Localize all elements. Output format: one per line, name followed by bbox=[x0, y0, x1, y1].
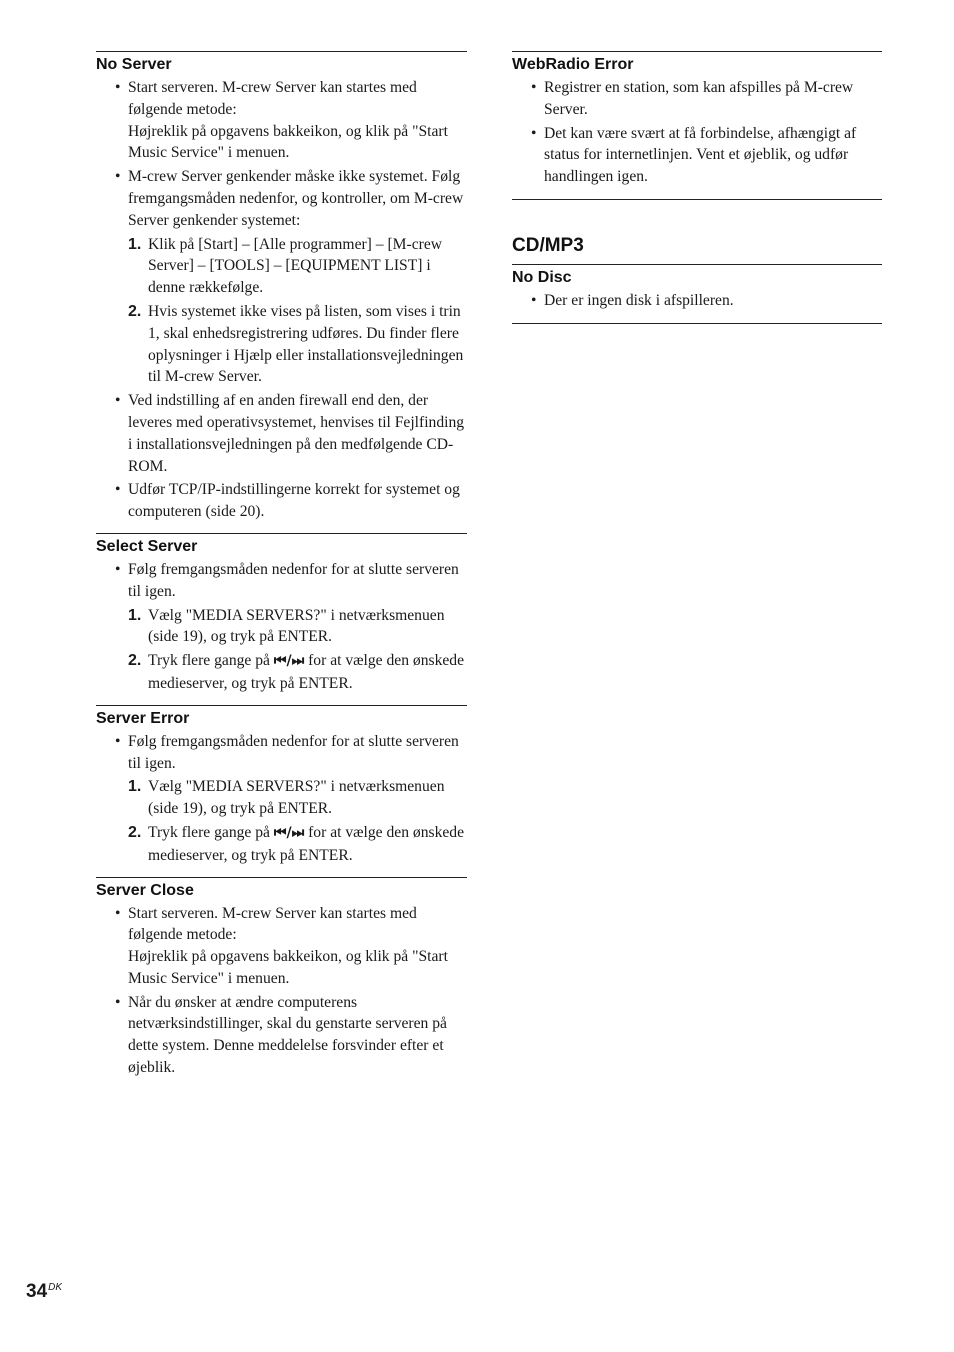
skip-next-icon: ⏭ bbox=[291, 824, 305, 841]
category-heading: CD/MP3 bbox=[512, 234, 584, 256]
section-title: No Server bbox=[96, 56, 172, 73]
bullet-item bbox=[96, 992, 467, 1079]
step-text-start: Tryk flere gange på bbox=[148, 823, 274, 841]
section-title: WebRadio Error bbox=[512, 56, 634, 73]
bullet-text: Start serveren. M-crew Server kan startes med følgende metode: bbox=[128, 79, 417, 118]
step-item bbox=[96, 776, 467, 820]
page-number-value: 34 bbox=[26, 1281, 48, 1302]
step-number: 2. bbox=[128, 302, 142, 320]
step-item bbox=[96, 650, 467, 695]
bullet-text-continued: Højreklik på opgavens bakkeikon, og klik på "Start Music Service" i menuen. bbox=[128, 948, 448, 987]
bullet-text: Start serveren. M-crew Server kan startes med følgende metode: bbox=[128, 904, 417, 944]
bullet-item bbox=[96, 479, 467, 523]
page-number bbox=[26, 1281, 62, 1303]
step-item bbox=[96, 605, 467, 649]
section-title: No Disc bbox=[512, 268, 572, 286]
bullet-mark: • bbox=[115, 560, 121, 578]
step-number: 1. bbox=[128, 235, 142, 253]
section-server-close bbox=[96, 877, 467, 1079]
left-column bbox=[96, 51, 467, 1081]
bullet-mark: • bbox=[531, 124, 537, 142]
bullet-mark: • bbox=[115, 993, 121, 1011]
bullet-mark: • bbox=[531, 291, 537, 309]
bullet-item bbox=[96, 903, 467, 990]
section-title: Server Error bbox=[96, 709, 190, 727]
bullet-mark: • bbox=[531, 79, 537, 96]
step-number: 2. bbox=[128, 652, 142, 670]
step-text bbox=[148, 822, 467, 867]
bullet-mark: • bbox=[115, 392, 121, 410]
step-text: Hvis systemet ikke vises på listen, som vises i trin 1, skal enhedsregistrering udføres. Du finder flere oplysninger i Hjælp eller installationsvejledningen til M-crew Server. bbox=[148, 302, 464, 386]
step-text-end: for at vælge den ønskede medieserver, og tryk på ENTER. bbox=[148, 652, 465, 692]
bullet-text: Registrer en station, som kan afspilles på M-crew Server. bbox=[544, 79, 854, 118]
bullet-text: Der er ingen disk i afspilleren. bbox=[544, 291, 734, 309]
slash-separator: / bbox=[286, 824, 292, 841]
skip-previous-icon: ⏮ bbox=[273, 653, 287, 670]
bullet-item bbox=[96, 77, 467, 164]
bullet-text: Ved indstilling af en anden firewall end den, der leveres med operativsystemet, henvises til Fejlfinding i installationsvejledningen på den medfølgende CD-ROM. bbox=[128, 392, 465, 475]
section-title: Select Server bbox=[96, 537, 198, 555]
bullet-mark: • bbox=[115, 904, 121, 922]
step-item bbox=[96, 822, 467, 867]
section-no-disc bbox=[512, 264, 882, 324]
section-webradio-error bbox=[512, 51, 882, 200]
step-number: 1. bbox=[128, 778, 142, 796]
bullet-text: Det kan være svært at få forbindelse, afhængigt af status for internetlinjen. Vent et øjeblik, og udfør handlingen igen. bbox=[544, 124, 857, 186]
step-text: Vælg "MEDIA SERVERS?" i netværksmenuen (side 19), og tryk på ENTER. bbox=[148, 778, 445, 818]
bullet-mark: • bbox=[115, 168, 121, 186]
bullet-text: Følg fremgangsmåden nedenfor for at slutte serveren til igen. bbox=[128, 732, 459, 772]
bullet-mark: • bbox=[115, 481, 121, 499]
right-column bbox=[512, 51, 882, 324]
bullet-text-continued: Højreklik på opgavens bakkeikon, og klik på "Start Music Service" i menuen. bbox=[128, 122, 448, 162]
skip-previous-icon: ⏮ bbox=[273, 824, 287, 841]
slash-separator: / bbox=[286, 653, 292, 670]
step-text: Klik på [Start] – [Alle programmer] – [M-crew Server] – [TOOLS] – [EQUIPMENT LIST] i denne rækkefølge. bbox=[148, 235, 443, 297]
bullet-mark: • bbox=[115, 732, 121, 750]
section-no-server bbox=[96, 51, 467, 533]
bullet-item bbox=[96, 731, 467, 775]
bullet-item bbox=[96, 390, 467, 477]
bullet-item bbox=[512, 290, 882, 312]
bullet-text: Udfør TCP/IP-indstillingerne korrekt for systemet og computeren (side 20). bbox=[128, 481, 460, 521]
step-number: 1. bbox=[128, 606, 142, 624]
bullet-mark: • bbox=[115, 79, 121, 96]
bullet-text: Følg fremgangsmåden nedenfor for at slutte serveren til igen. bbox=[128, 560, 459, 600]
section-server-error bbox=[96, 705, 467, 877]
bullet-text: M-crew Server genkender måske ikke systemet. Følg fremgangsmåden nedenfor, og kontroller, om M-crew Server genkender systemet: bbox=[128, 168, 464, 229]
step-number: 2. bbox=[128, 823, 142, 841]
step-text bbox=[148, 650, 467, 695]
skip-next-icon: ⏭ bbox=[291, 653, 305, 670]
step-text-end: for at vælge den ønskede medieserver, og tryk på ENTER. bbox=[148, 823, 465, 864]
bullet-text: Når du ønsker at ændre computerens netværksindstillinger, skal du genstarte serveren på dette system. Denne meddelelse forsvinder efter et øjeblik. bbox=[128, 993, 447, 1077]
step-text: Vælg "MEDIA SERVERS?" i netværksmenuen (side 19), og tryk på ENTER. bbox=[148, 606, 445, 646]
bullet-item bbox=[512, 77, 882, 121]
bullet-item bbox=[96, 559, 467, 603]
bullet-item bbox=[96, 166, 467, 231]
section-title: Server Close bbox=[96, 881, 194, 899]
section-select-server bbox=[96, 533, 467, 705]
step-item bbox=[96, 301, 467, 388]
bullet-item bbox=[512, 123, 882, 188]
page-number-suffix: DK bbox=[48, 1282, 63, 1293]
step-item bbox=[96, 234, 467, 299]
step-text-start: Tryk flere gange på bbox=[148, 652, 274, 670]
